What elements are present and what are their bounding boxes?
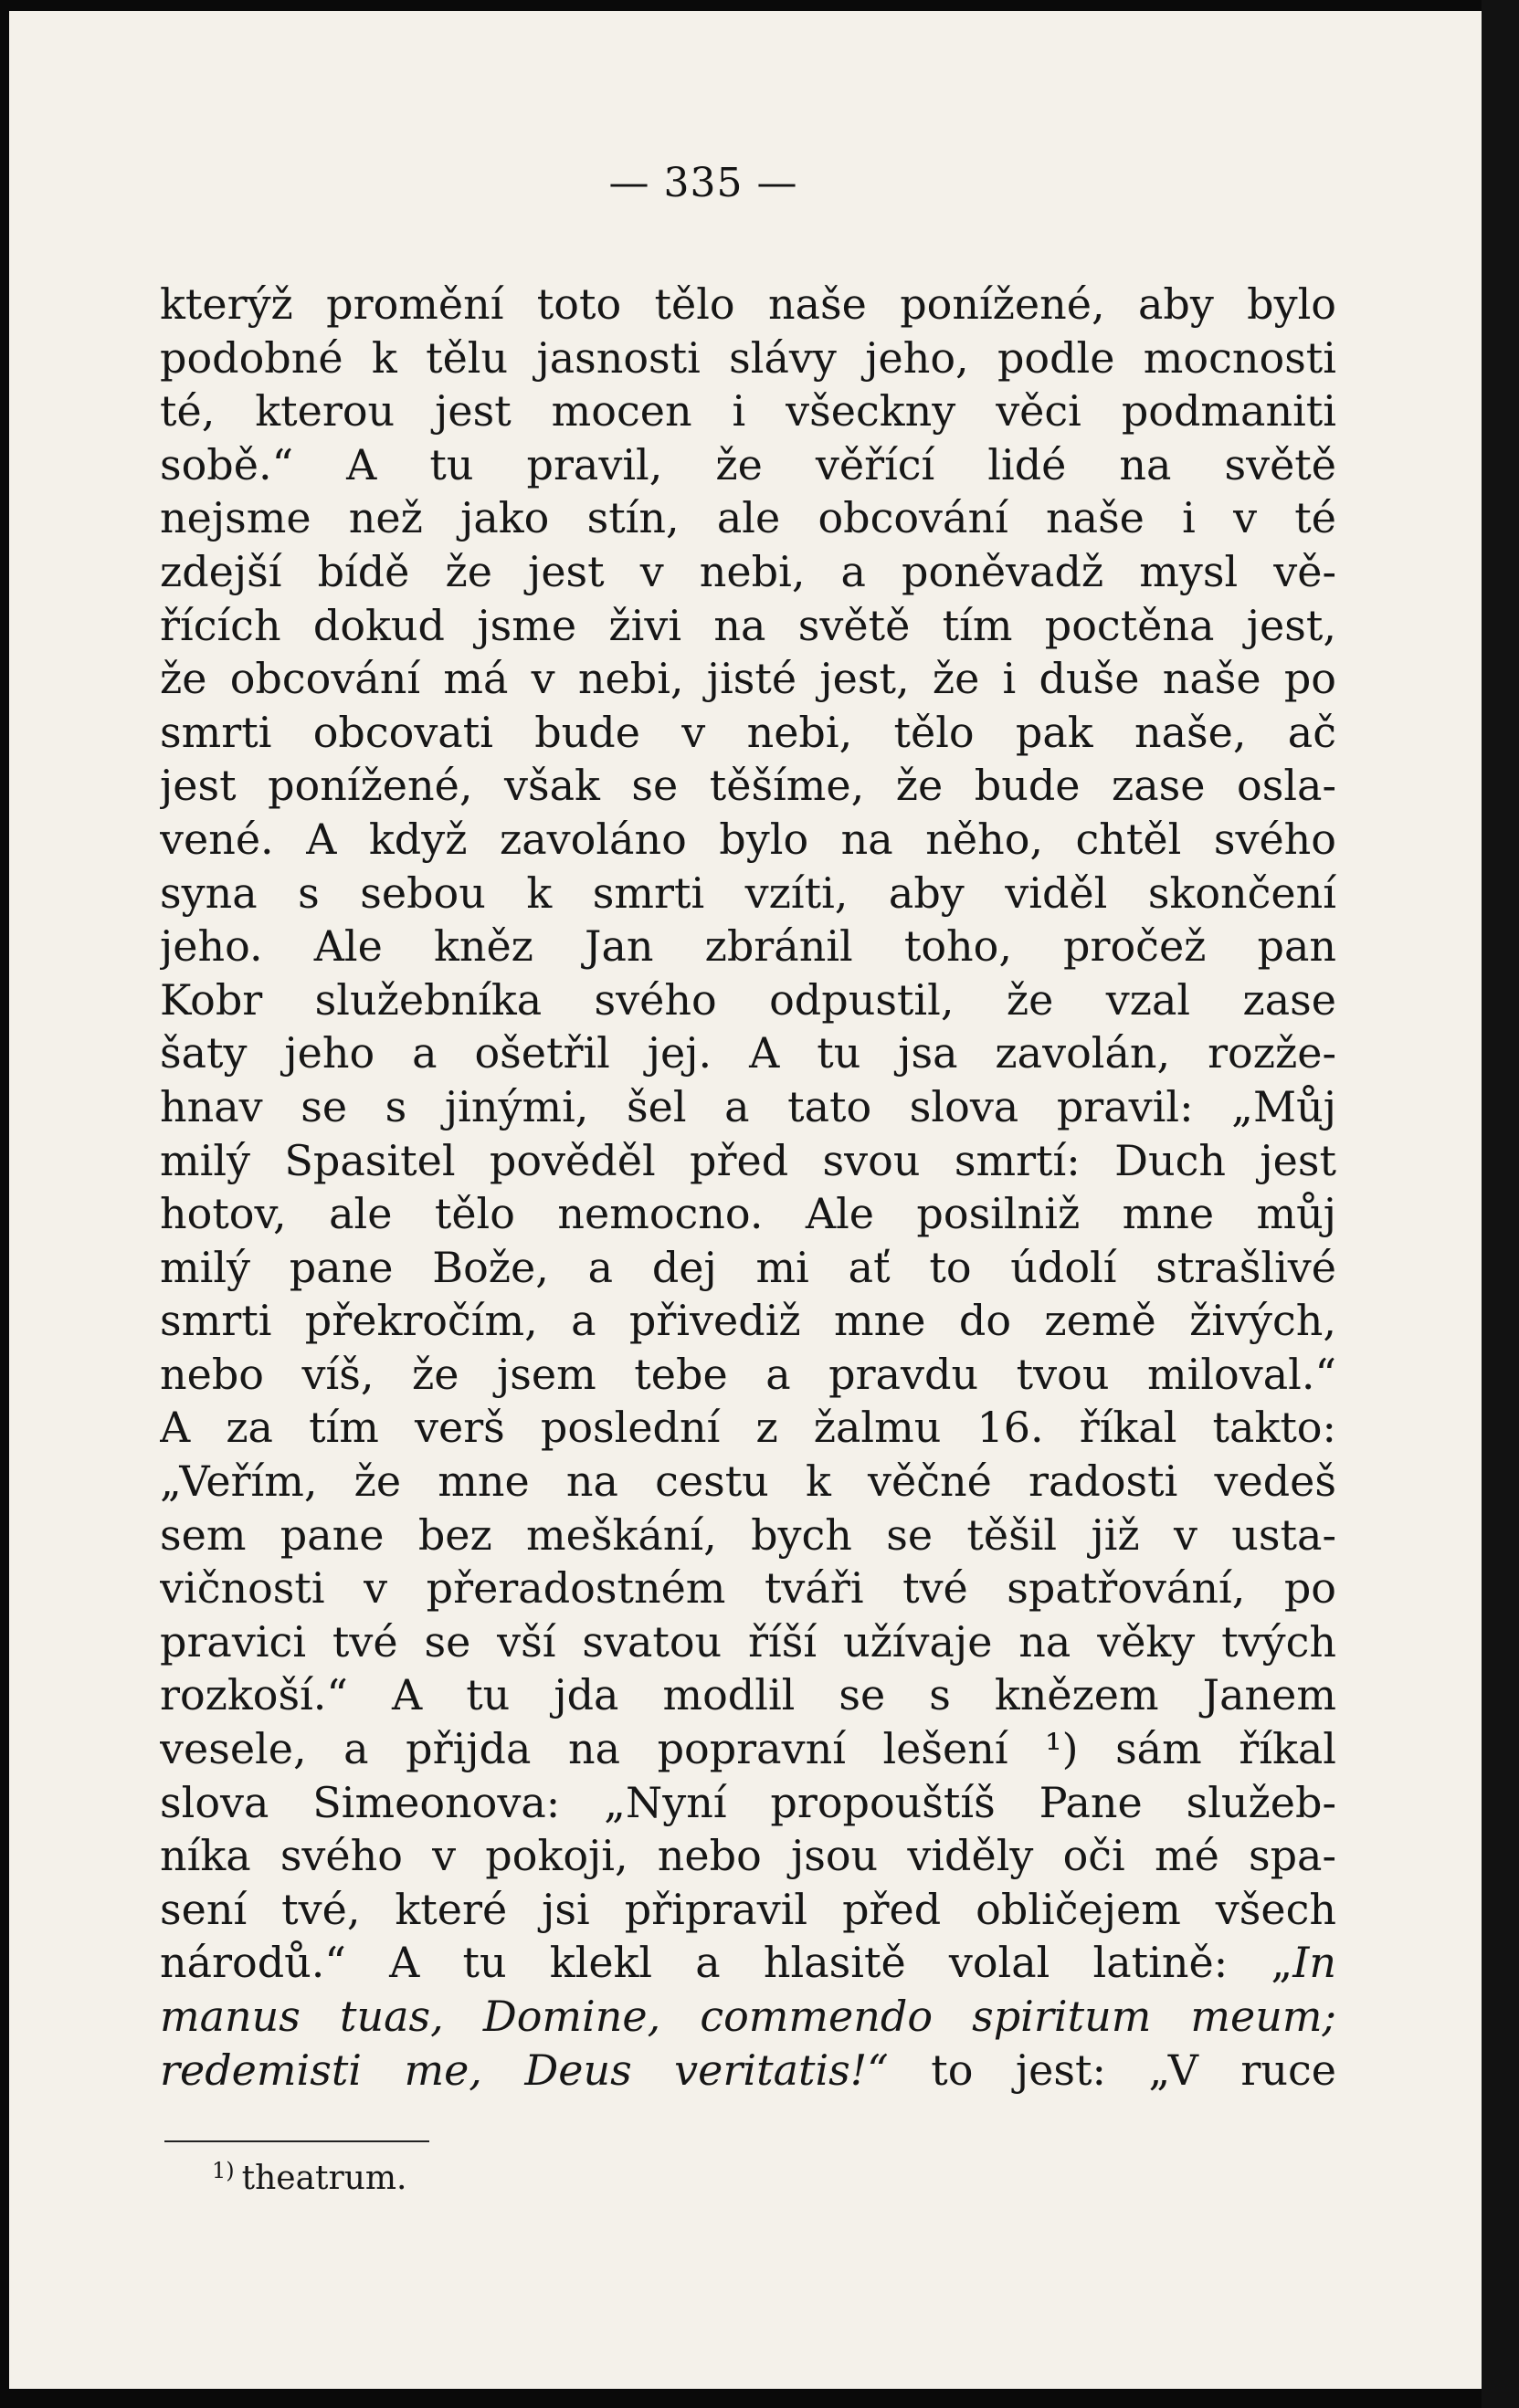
footnote-marker: 1) — [212, 2158, 235, 2183]
body-text — [160, 278, 1336, 2097]
text-line: vené. A když zavoláno bylo na něho, chtěl svého — [160, 814, 1336, 864]
text-line: milý pane Bože, a dej mi ať to údolí strašlivé — [160, 1242, 1336, 1292]
text-line: nejsme než jako stín, ale obcování naše i v té — [160, 493, 1336, 543]
text-line: slova Simeonova: „Nyní propouštíš Pane služeb- — [160, 1777, 1336, 1827]
footnote-text: theatrum. — [241, 2160, 407, 2197]
text-line-end: to jest: „V ruce — [888, 2045, 1336, 2095]
text-line: A za tím verš poslední z žalmu 16. říkal takto: — [160, 1403, 1336, 1453]
text-line: hotov, ale tělo nemocno. Ale posilniž mne můj — [160, 1189, 1336, 1239]
text-line: sení tvé, které jsi připravil před obličejem všech — [160, 1884, 1336, 1934]
text-line: sem pane bez meškání, bych se těšil již v usta- — [160, 1509, 1336, 1560]
text-line: podobné k tělu jasnosti slávy jeho, podle mocnosti — [160, 332, 1336, 383]
text-line: nebo víš, že jsem tebe a pravdu tvou miloval.“ — [160, 1349, 1336, 1399]
text-line: pravici tvé se vší svatou říší užívaje na věky tvých — [160, 1616, 1336, 1667]
footnote-divider — [164, 2140, 429, 2142]
text-line: Kobr služebníka svého odpustil, že vzal zase — [160, 974, 1336, 1025]
latin-quote-start: In — [1292, 1938, 1336, 1988]
text-line: milý Spasitel pověděl před svou smrtí: Duch jest — [160, 1135, 1336, 1185]
text-line-italic — [160, 1990, 1336, 2044]
latin-quote: manus tuas, Domine, commendo spiritum meum; — [160, 1992, 1336, 2041]
book-page — [9, 11, 1482, 2389]
footnote — [212, 2148, 407, 2202]
text-line: že obcování má v nebi, jisté jest, že i duše naše po — [160, 654, 1336, 704]
text-line: vičnosti v přeradostném tváři tvé spatřování, po — [160, 1563, 1336, 1614]
text-line-start: národů.“ A tu klekl a hlasitě volal latině: „ — [160, 1938, 1293, 1988]
text-line: té, kterou jest mocen i všeckny věci podmaniti — [160, 386, 1336, 436]
text-line: rozkoší.“ A tu jda modlil se s knězem Janem — [160, 1670, 1336, 1720]
text-line: zdejší bídě že jest v nebi, a poněvadž mysl vě- — [160, 546, 1336, 596]
text-line: „Veřím, že mne na cestu k věčné radosti vedeš — [160, 1456, 1336, 1507]
page-number: — 335 — — [608, 160, 798, 206]
text-line: smrti překročím, a přivediž mne do země živých, — [160, 1296, 1336, 1346]
text-line: řících dokud jsme živi na světě tím poctěna jest, — [160, 600, 1336, 650]
text-line: šaty jeho a ošetřil jej. A tu jsa zavolán, rozže- — [160, 1028, 1336, 1078]
text-line: kterýž promění toto tělo naše ponížené, aby bylo — [160, 279, 1336, 329]
text-line-mixed — [160, 2044, 1336, 2098]
text-line: smrti obcovati bude v nebi, tělo pak naše, ač — [160, 707, 1336, 757]
text-line: vesele, a přijda na popravní lešení ¹) sám říkal — [160, 1724, 1336, 1774]
text-line: syna s sebou k smrti vzíti, aby viděl skončení — [160, 868, 1336, 918]
scan-edge — [1482, 0, 1519, 2408]
text-line-mixed — [160, 1936, 1336, 1990]
text-line: sobě.“ A tu pravil, že věřící lidé na světě — [160, 439, 1336, 489]
text-line: jest ponížené, však se těšíme, že bude zase osla- — [160, 761, 1336, 811]
latin-quote-end: redemisti me, Deus veritatis!“ — [160, 2045, 889, 2095]
text-line: hnav se s jinými, šel a tato slova pravil: „Můj — [160, 1081, 1336, 1131]
text-line: jeho. Ale kněz Jan zbránil toho, pročež pan — [160, 921, 1336, 972]
text-line: níka svého v pokoji, nebo jsou viděly oči mé spa- — [160, 1831, 1336, 1881]
